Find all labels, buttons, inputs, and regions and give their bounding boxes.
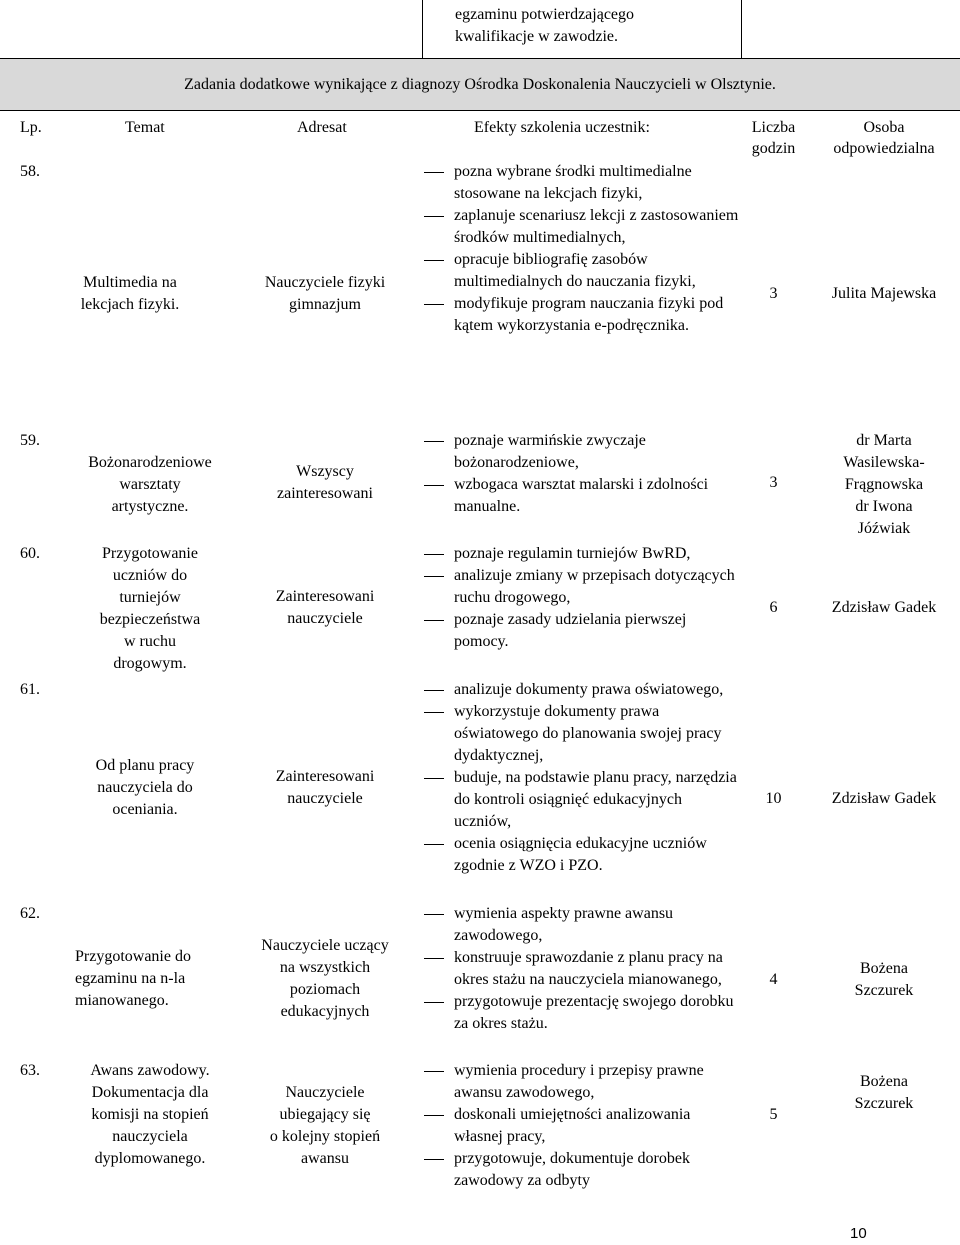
row-adresat: Zainteresowani nauczyciele	[275, 768, 375, 807]
header-adresat: Adresat	[297, 119, 347, 136]
row-temat: Przygotowanie do egzaminu na n-la mianowanego.	[75, 948, 191, 1009]
header-liczba: Liczba godzin	[751, 119, 796, 157]
list-item: poznaje zasady udzielania pierwszej pomocy.	[422, 609, 742, 653]
row-osoba: Bożena Szczurek	[854, 1073, 914, 1112]
row-efekty	[422, 430, 742, 518]
row-osoba: Bożena Szczurek	[854, 960, 914, 999]
list-item: przygotowuje prezentację swojego dorobku za okres stażu.	[422, 991, 742, 1035]
list-item: wzbogaca warsztat malarski i zdolności manualne.	[422, 474, 742, 518]
list-item: wymienia procedury i przepisy prawne awansu zawodowego,	[422, 1060, 742, 1104]
row-osoba: Zdzisław Gadek	[831, 599, 937, 616]
table-row	[0, 159, 960, 425]
top-cell-text: egzaminu potwierdzającego kwalifikacje w zawodzie.	[455, 6, 635, 45]
list-item: wymienia aspekty prawne awansu zawodowego,	[422, 903, 742, 947]
row-temat: Przygotowanie uczniów do turniejów bezpieczeństwa w ruchu drogowym.	[99, 545, 201, 672]
row-osoba: Zdzisław Gadek	[831, 790, 937, 807]
row-lp: 62.	[20, 905, 40, 922]
table-row	[0, 901, 960, 1056]
row-godziny: 5	[769, 1106, 778, 1123]
list-item: ocenia osiągnięcia edukacyjne uczniów zgodnie z WZO i PZO.	[422, 833, 742, 877]
list-item: modyfikuje program nauczania fizyki pod kątem wykorzystania e-podręcznika.	[422, 293, 742, 337]
header-osoba: Osoba odpowiedzialna	[833, 119, 935, 157]
row-adresat: Nauczyciele uczący na wszystkich poziomach edukacyjnych	[261, 937, 389, 1020]
list-item: przygotowuje, dokumentuje dorobek zawodowy za odbyty	[422, 1148, 742, 1192]
header-efekty: Efekty szkolenia uczestnik:	[474, 119, 650, 136]
table-row	[0, 541, 960, 675]
header-lp: Lp.	[20, 119, 42, 136]
section-banner-text: Zadania dodatkowe wynikające z diagnozy Ośrodka Doskonalenia Nauczycieli w Olsztynie.	[184, 76, 776, 93]
row-lp: 63.	[20, 1062, 40, 1079]
section-banner	[0, 59, 960, 110]
list-item: konstruuje sprawozdanie z planu pracy na okres stażu na nauczyciela mianowanego,	[422, 947, 742, 991]
row-godziny: 6	[769, 599, 778, 616]
list-item: analizuje zmiany w przepisach dotyczących ruchu drogowego,	[422, 565, 742, 609]
row-godziny: 4	[769, 971, 778, 988]
row-lp: 59.	[20, 432, 40, 449]
row-efekty	[422, 543, 742, 653]
table-header	[0, 111, 960, 159]
list-item: zaplanuje scenariusz lekcji z zastosowaniem środków multimedialnych,	[422, 205, 742, 249]
table-row	[0, 1058, 960, 1193]
row-temat: Multimedia na lekcjach fizyki.	[80, 274, 180, 313]
list-item: wykorzystuje dokumenty prawa oświatowego do planowania swojej pracy dydaktycznej,	[422, 701, 742, 767]
row-efekty	[422, 679, 742, 877]
row-temat: Od planu pracy nauczyciela do oceniania.	[95, 757, 195, 818]
list-item: analizuje dokumenty prawa oświatowego,	[422, 679, 742, 701]
row-efekty	[422, 161, 742, 337]
list-item: pozna wybrane środki multimedialne stosowane na lekcjach fizyki,	[422, 161, 742, 205]
row-efekty	[422, 1060, 742, 1192]
row-godziny: 10	[765, 790, 782, 807]
list-item: opracuje bibliografię zasobów multimedialnych do nauczania fizyki,	[422, 249, 742, 293]
list-item: poznaje warmińskie zwyczaje bożonarodzeniowe,	[422, 430, 742, 474]
header-temat: Temat	[125, 119, 165, 136]
row-godziny: 3	[769, 285, 778, 302]
list-item: doskonali umiejętności analizowania własnej pracy,	[422, 1104, 742, 1148]
row-lp: 60.	[20, 545, 40, 562]
table-row	[0, 428, 960, 538]
row-temat: Awans zawodowy. Dokumentacja dla komisji na stopień nauczyciela dyplomowanego.	[90, 1062, 210, 1167]
row-efekty	[422, 903, 742, 1035]
list-item: buduje, na podstawie planu pracy, narzędzia do kontroli osiągnięć edukacyjnych uczniów,	[422, 767, 742, 833]
row-adresat: Nauczyciele ubiegający się o kolejny stopień awansu	[269, 1084, 381, 1167]
row-temat: Bożonarodzeniowe warsztaty artystyczne.	[88, 454, 212, 515]
row-osoba: dr Marta Wasilewska- Frągnowska dr Iwona Jóźwiak	[843, 432, 925, 537]
page-number: 10	[850, 1225, 867, 1242]
row-adresat: Nauczyciele fizyki gimnazjum	[264, 274, 386, 313]
list-item: poznaje regulamin turniejów BwRD,	[422, 543, 742, 565]
row-osoba: Julita Majewska	[831, 285, 937, 302]
row-adresat: Wszyscy zainteresowani	[277, 463, 373, 502]
row-lp: 61.	[20, 681, 40, 698]
row-adresat: Zainteresowani nauczyciele	[275, 588, 375, 627]
row-godziny: 3	[769, 474, 778, 491]
row-lp: 58.	[20, 163, 40, 180]
table-row	[0, 677, 960, 898]
